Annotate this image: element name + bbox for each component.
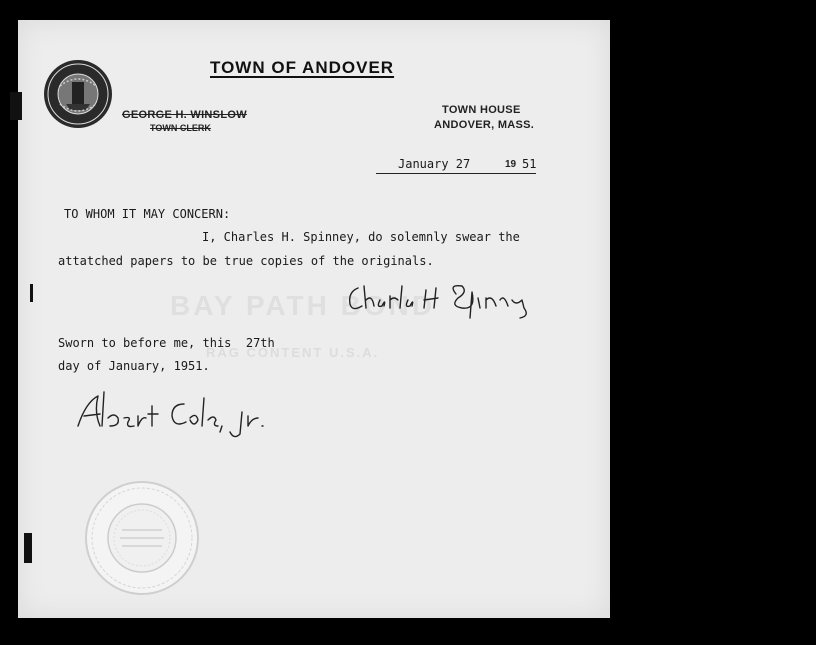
signer-signature — [344, 278, 544, 320]
binder-tab-bottom — [24, 533, 32, 563]
address-line-2: ANDOVER, MASS. — [434, 119, 535, 131]
town-seal-logo — [42, 58, 114, 130]
sworn-line-1: Sworn to before me, this 27th — [58, 336, 275, 350]
date-century: 19 — [505, 159, 517, 170]
clerk-title: TOWN CLERK — [150, 123, 211, 133]
salutation: TO WHOM IT MAY CONCERN: — [64, 207, 231, 221]
binder-tab-top — [10, 92, 22, 120]
embossed-notary-seal — [84, 480, 200, 596]
watermark-line-2: RAG CONTENT U.S.A. — [206, 345, 380, 360]
date-month-day: January 27 — [398, 157, 471, 171]
date-year: 51 — [522, 157, 537, 171]
notary-signature — [74, 382, 274, 442]
watermark-line-1: BAY PATH BOND — [170, 290, 436, 321]
binder-mark — [30, 284, 33, 302]
clerk-name: GEORGE H. WINSLOW — [122, 109, 247, 121]
sworn-line-2: day of January, 1951. — [58, 359, 210, 373]
body-line-2: attatched papers to be true copies of the originals. — [58, 254, 434, 268]
address-line-1: TOWN HOUSE — [442, 104, 521, 116]
letterhead-heading: TOWN OF ANDOVER — [210, 58, 395, 77]
document-page — [18, 20, 610, 618]
body-line-1: I, Charles H. Spinney, do solemnly swear the — [202, 230, 520, 244]
